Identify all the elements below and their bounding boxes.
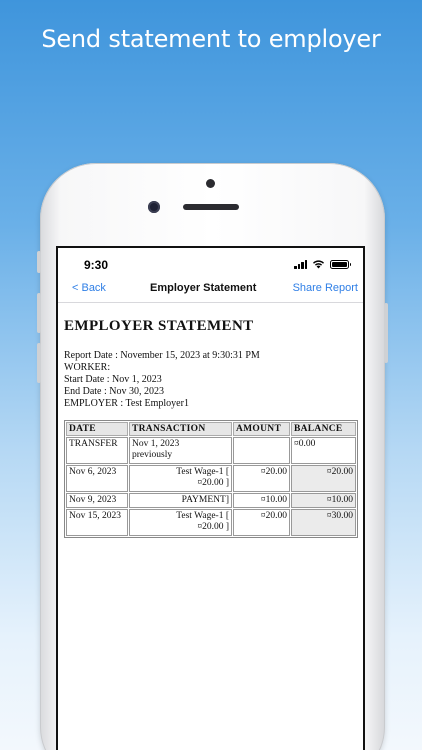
- table-row: [66, 465, 356, 492]
- start-date: Start Date : Nov 1, 2023: [64, 374, 162, 385]
- nav-title: Employer Statement: [150, 282, 257, 294]
- row-date: TRANSFER: [66, 437, 128, 464]
- navigation-bar: [58, 278, 363, 302]
- transaction-line-2: previously: [132, 450, 173, 460]
- share-report-button[interactable]: Share Report: [292, 282, 358, 294]
- transaction-line-1: Nov 1, 2023: [132, 439, 180, 449]
- marketing-headline: Send statement to employer: [41, 25, 381, 53]
- column-header-balance: BALANCE: [291, 422, 356, 436]
- status-time: 9:30: [84, 258, 109, 272]
- earpiece-speaker: [183, 204, 239, 210]
- column-header-amount: AMOUNT: [233, 422, 290, 436]
- phone-screen: [56, 246, 365, 750]
- transaction-line-2: ¤20.00 ]: [197, 478, 229, 488]
- column-header-transaction: TRANSACTION: [129, 422, 232, 436]
- cellular-signal-icon: [294, 260, 307, 269]
- power-button: [384, 303, 388, 363]
- row-transaction: [129, 465, 232, 492]
- row-date: Nov 15, 2023: [66, 509, 128, 536]
- row-date: Nov 6, 2023: [66, 465, 128, 492]
- column-header-date: DATE: [66, 422, 128, 436]
- row-transaction: [129, 493, 232, 508]
- volume-up-button: [37, 293, 41, 333]
- row-amount: [233, 437, 290, 464]
- employer-name: EMPLOYER : Test Employer1: [64, 398, 189, 409]
- volume-down-button: [37, 343, 41, 383]
- row-balance: ¤10.00: [291, 493, 356, 508]
- row-balance: ¤0.00: [291, 437, 356, 464]
- wifi-icon: [312, 259, 325, 269]
- status-icons: [294, 259, 349, 269]
- back-button[interactable]: < Back: [72, 282, 106, 294]
- row-amount: ¤20.00: [233, 465, 290, 492]
- transaction-line-1: Test Wage-1 [: [176, 511, 229, 521]
- battery-icon: [330, 260, 349, 269]
- transaction-line-1: Test Wage-1 [: [176, 467, 229, 477]
- worker-label: WORKER:: [64, 362, 111, 373]
- mute-switch: [37, 251, 41, 273]
- statement-table: [64, 420, 358, 538]
- row-balance: ¤20.00: [291, 465, 356, 492]
- row-amount: ¤20.00: [233, 509, 290, 536]
- row-transaction: [129, 509, 232, 536]
- row-amount: ¤10.00: [233, 493, 290, 508]
- statement-document: [58, 303, 363, 538]
- row-date: Nov 9, 2023: [66, 493, 128, 508]
- status-bar: [58, 248, 363, 278]
- transaction-line-1: PAYMENT]: [181, 495, 229, 505]
- row-balance: ¤30.00: [291, 509, 356, 536]
- report-date: Report Date : November 15, 2023 at 9:30:31 PM: [64, 350, 260, 361]
- row-transaction: [129, 437, 232, 464]
- table-row: [66, 437, 356, 464]
- proximity-sensor: [206, 179, 215, 188]
- end-date: End Date : Nov 30, 2023: [64, 386, 164, 397]
- table-row: [66, 509, 356, 536]
- table-row: [66, 493, 356, 508]
- table-header-row: [66, 422, 356, 436]
- transaction-line-2: ¤20.00 ]: [197, 522, 229, 532]
- statement-title: EMPLOYER STATEMENT: [64, 318, 254, 334]
- front-camera: [148, 201, 160, 213]
